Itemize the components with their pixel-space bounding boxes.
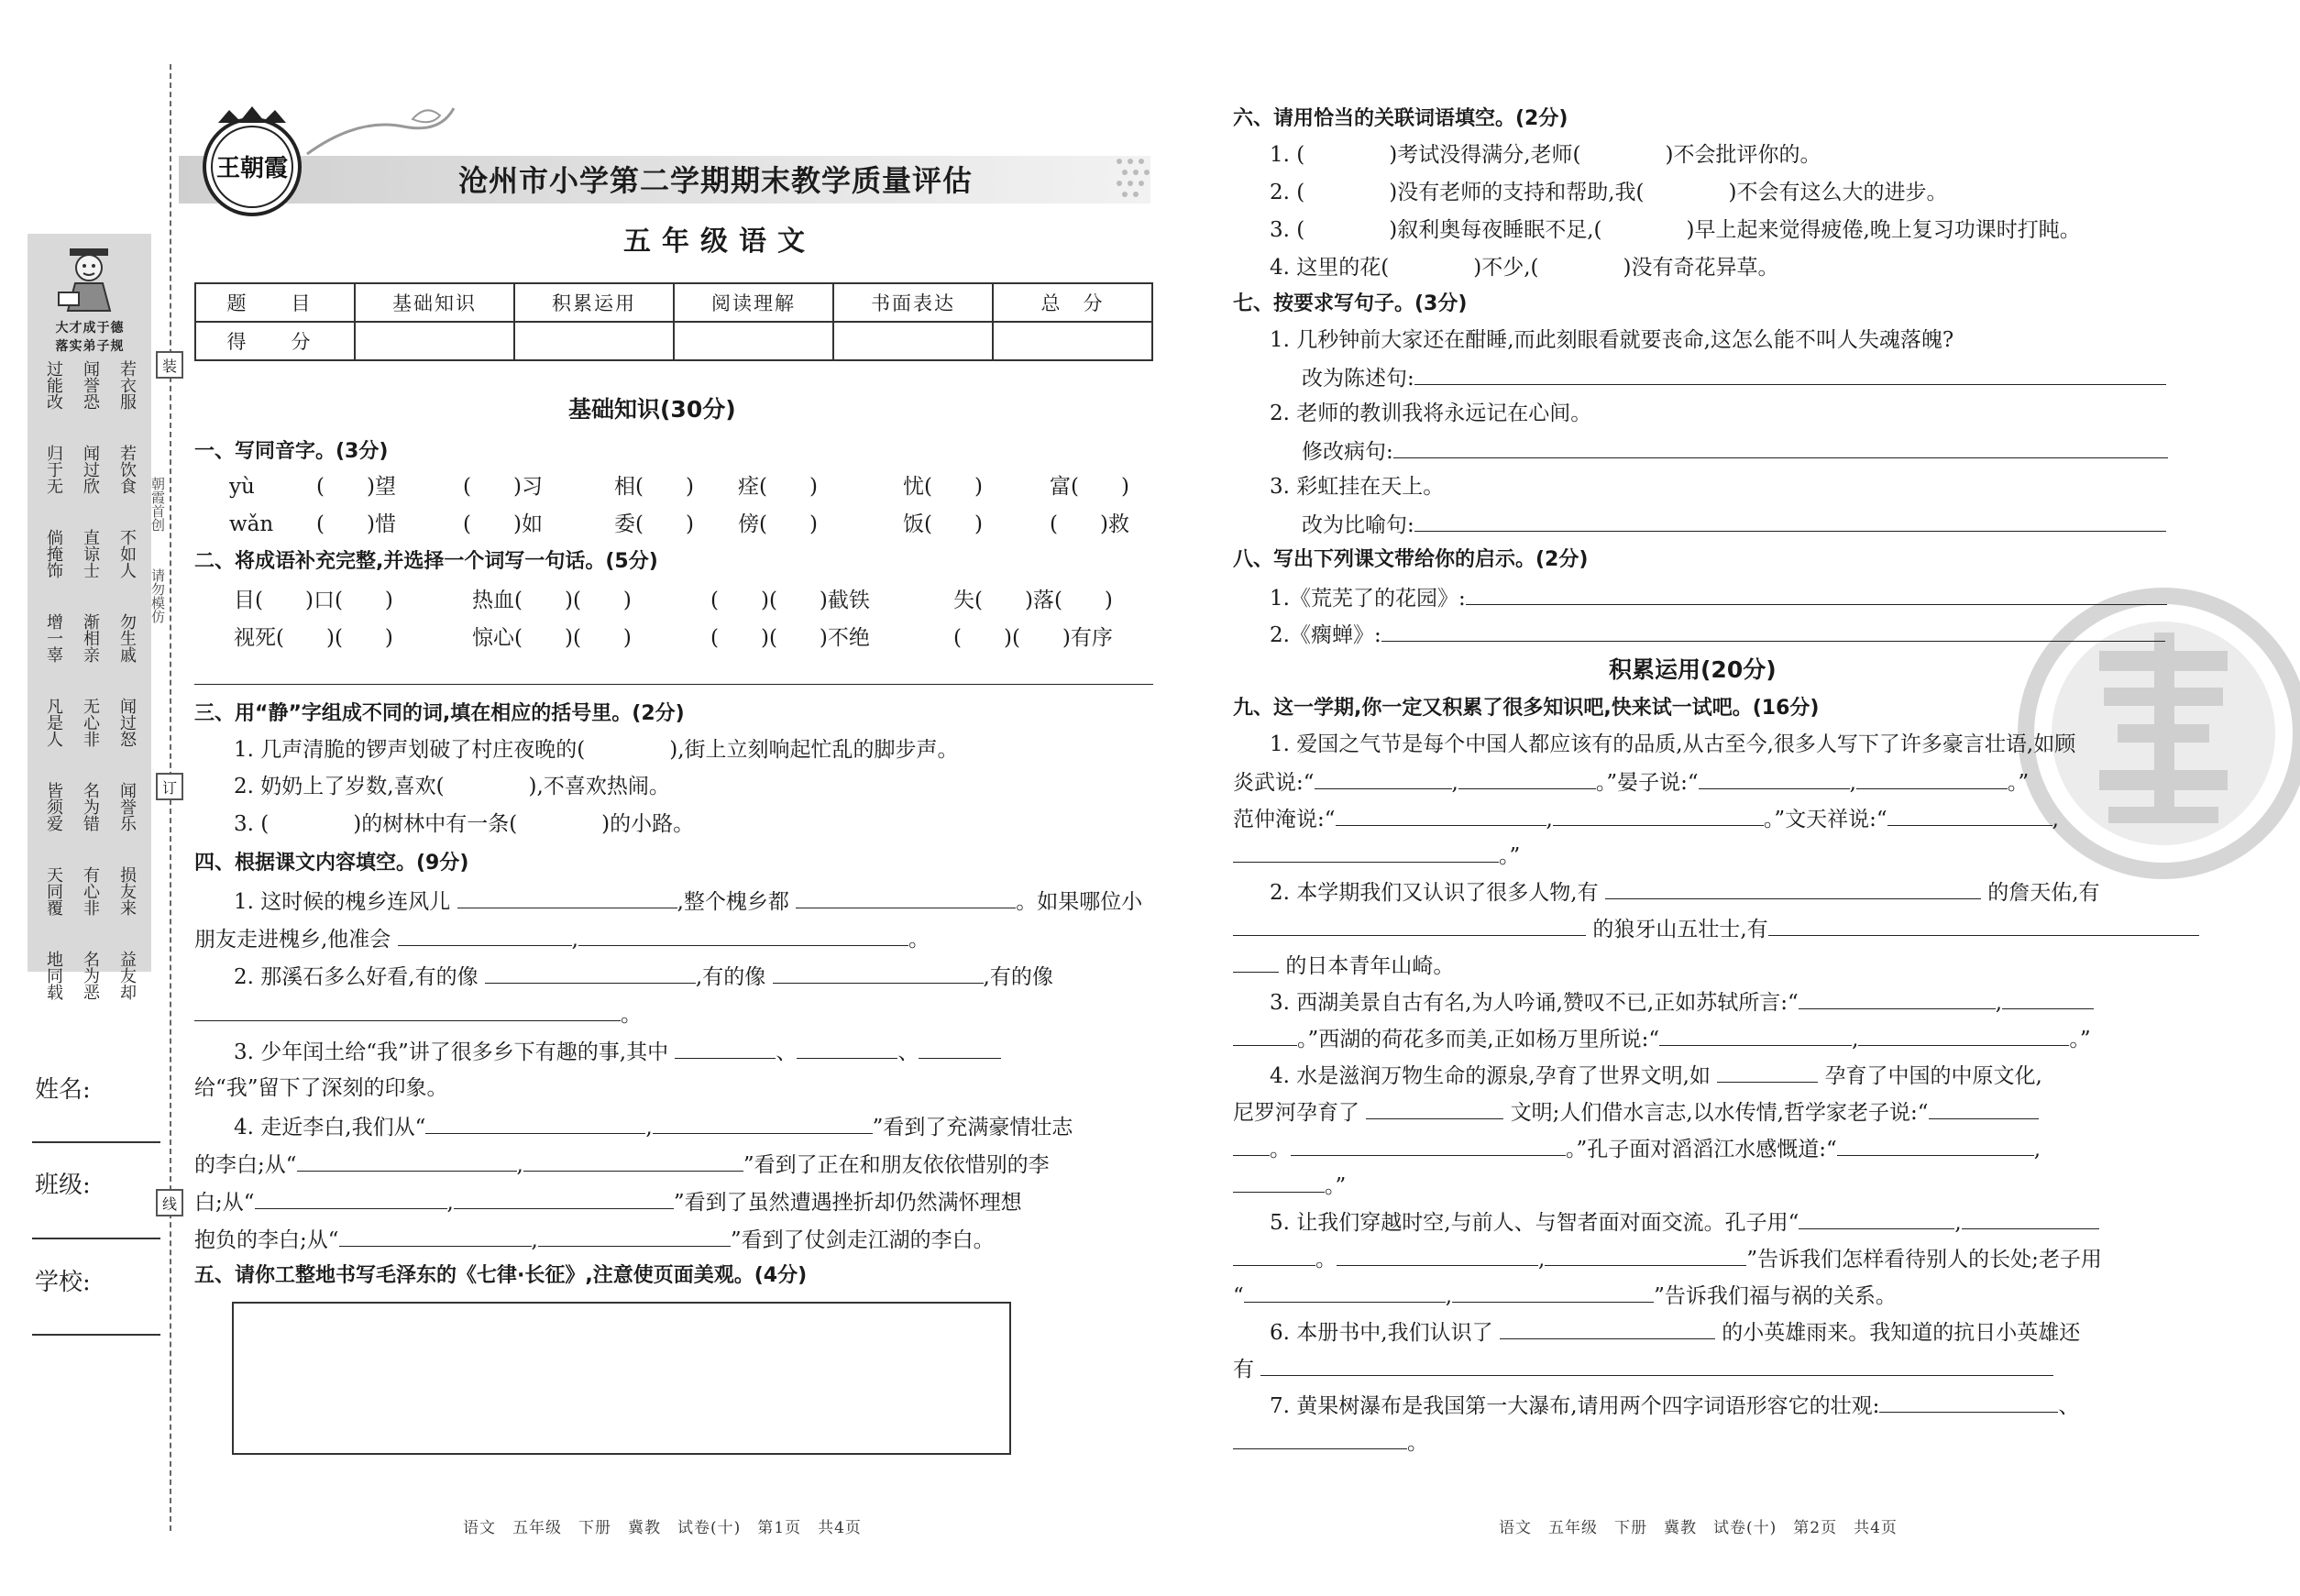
s8-q1-text: 1.《荒芜了的花园》: [1270, 587, 1466, 611]
s7-question-1-prompt [1302, 363, 2166, 392]
blank[interactable] [1837, 1134, 2034, 1156]
fill-item[interactable]: 目( )口( ) [234, 589, 393, 612]
motto-phrase: 闻过怒 [117, 698, 137, 747]
s9-q4-line-3: 。 。”孔子面对滔滔江水感慨道:“ , [1233, 1134, 2041, 1163]
blank[interactable] [297, 1150, 517, 1172]
blank[interactable] [485, 962, 696, 984]
s7-question-3: 3. 彩虹挂在天上。 [1270, 475, 1445, 499]
s9-q5-text-b: ”告诉我们怎样看待别人的长处;老子用 [1746, 1248, 2102, 1271]
s9-q1-text-b: 炎武说:“ [1233, 771, 1315, 795]
s4-q4-text-a: 4. 走近李白,我们从“ [234, 1116, 426, 1139]
motto-phrase: 地同载 [44, 951, 63, 1000]
blank[interactable] [1545, 1244, 1746, 1266]
page-footer-1: 语文 五年级 下册 冀教 试卷(十) 第1页 共4页 [463, 1519, 862, 1537]
score-table-score-row [195, 322, 1152, 360]
motto-phrase: 归于无 [44, 445, 63, 494]
section-5-heading: 五、请你工整地书写毛泽东的《七律·长征》,注意使页面美观。(4分) [194, 1264, 808, 1287]
answer-line[interactable] [1393, 436, 2168, 458]
page-footer-2: 语文 五年级 下册 冀教 试卷(十) 第2页 共4页 [1499, 1519, 1898, 1537]
score-header-cell: 积累运用 [514, 283, 674, 322]
motto-phrase: 益友却 [117, 951, 137, 1000]
s9-q6-line-1 [1270, 1317, 2080, 1347]
blank[interactable] [1962, 1207, 2099, 1229]
fill-item[interactable]: 富( ) [1050, 475, 1129, 499]
answer-line[interactable] [1414, 363, 2166, 385]
s4-q3-text-a: 3. 少年闰土给“我”讲了很多乡下有趣的事,其中 [234, 1040, 669, 1064]
s7-question-2: 2. 老师的教训我将永远记在心间。 [1270, 402, 1592, 425]
s4-q4-text-h: ”看到了仗剑走江湖的李白。 [730, 1228, 995, 1252]
fill-item[interactable]: ( )救 [1050, 512, 1129, 536]
s9-q5-text-c: ”告诉我们福与祸的关系。 [1654, 1284, 1897, 1308]
part-heading-accumulation: 积累运用(20分) [1609, 656, 1777, 683]
fill-item[interactable]: 失( )落( ) [953, 589, 1113, 612]
s4-q4-text-e: 白;从“ [194, 1191, 255, 1215]
logo-text: 王朝霞 [215, 155, 289, 182]
s9-q1-line-1: 1. 爱国之气节是每个中国人都应该有的品质,从古至今,很多人写下了许多豪言壮语,如顾 [1270, 732, 2076, 756]
s9-q6-text-a: 6. 本册书中,我们认识了 [1270, 1321, 1493, 1345]
blank[interactable] [1244, 1281, 1446, 1303]
motto-phrase: 倘掩饰 [44, 529, 63, 578]
section-4-heading: 四、根据课文内容填空。(9分) [194, 852, 469, 875]
s8-q2-text: 2.《瘸蝉》: [1270, 623, 1381, 647]
blank[interactable] [1553, 804, 1764, 826]
ribbon-decoration [303, 99, 458, 163]
blank[interactable] [1452, 1281, 1654, 1303]
s4-question-1-line-2: 朋友走进槐乡,他准会 , 。 [194, 924, 930, 953]
pinyin-label: wǎn [229, 512, 274, 536]
binding-mark-zhuang: 装 [156, 351, 183, 379]
blank[interactable] [457, 886, 677, 908]
s4-q2-text-a: 2. 那溪石多么好看,有的像 [234, 965, 479, 989]
blank[interactable] [1233, 951, 1279, 973]
section-6-heading: 六、请用恰当的关联词语填空。(2分) [1233, 107, 1568, 130]
s9-q5-text-a: 5. 让我们穿越时空,与前人、与智者面对面交流。孔子用“ [1270, 1211, 1799, 1235]
section-9-heading: 九、这一学期,你一定又积累了很多知识吧,快来试一试吧。(16分) [1233, 697, 1820, 720]
binding-mark-ding: 订 [156, 773, 183, 800]
banner-dot-pattern [1114, 154, 1160, 205]
scholar-mascot-icon [55, 245, 124, 314]
motto-column-3 [112, 360, 141, 1035]
part-heading-basics: 基础知识(30分) [568, 396, 736, 423]
blank[interactable] [675, 1037, 776, 1059]
fill-item[interactable]: ( )( )不绝 [710, 626, 870, 650]
blank[interactable] [1233, 1427, 1407, 1449]
blank[interactable] [1233, 841, 1499, 863]
blank[interactable] [1233, 1134, 1270, 1156]
s7-q3-prompt-text: 改为比喻句: [1302, 513, 1414, 537]
blank[interactable] [1337, 1244, 1538, 1266]
blank[interactable] [538, 1225, 731, 1247]
s9-q2-line-3 [1233, 951, 1454, 980]
s7-question-1: 1. 几秒钟前大家还在酣睡,而此刻眼看就要丧命,这怎么能不叫人失魂落魄? [1270, 328, 1954, 352]
blank[interactable] [1799, 987, 1996, 1009]
motto-phrase: 损友来 [117, 866, 137, 916]
class-field[interactable] [32, 1238, 160, 1239]
name-field[interactable] [32, 1141, 160, 1143]
motto-phrase: 凡是人 [44, 698, 63, 747]
motto-phrase: 若饮食 [117, 445, 137, 494]
motto-phrase: 皆须爱 [44, 782, 63, 831]
blank[interactable] [1887, 804, 2052, 826]
s9-q1-line-4: 。” [1233, 841, 1520, 870]
motto-phrase: 直谅士 [81, 529, 100, 578]
s9-q3-line-2: 。”西湖的荷花多而美,正如杨万里所说:“ , 。” [1233, 1024, 2091, 1053]
motto-column-2 [75, 360, 105, 1035]
blank[interactable] [1799, 1207, 1954, 1229]
blank[interactable] [1233, 1171, 1325, 1193]
blank[interactable] [773, 962, 984, 984]
score-header-cell: 书面表达 [833, 283, 993, 322]
section-1-heading: 一、写同音字。(3分) [194, 440, 389, 463]
s4-q1-text-c: 。如果哪位小 [1016, 890, 1143, 914]
s3-question-2: 2. 奶奶上了岁数,喜欢( ),不喜欢热闹。 [234, 775, 670, 798]
fill-item[interactable]: 视死( )( ) [234, 626, 393, 650]
fill-item[interactable]: 相( ) [614, 475, 694, 499]
pinyin-label: yù [229, 475, 255, 499]
blank[interactable] [1605, 877, 1981, 899]
motto-phrase: 闻誉恐 [81, 360, 100, 410]
s8-question-2 [1270, 620, 2165, 649]
blank[interactable] [1336, 804, 1546, 826]
fill-item[interactable]: 忧( ) [903, 475, 983, 499]
s4-question-3-line-1: 3. 少年闰土给“我”讲了很多乡下有趣的事,其中 、 、 [234, 1037, 1001, 1066]
s9-q4-text-c: 尼罗河孕育了 [1233, 1101, 1359, 1125]
s7-q2-prompt-text: 修改病句: [1302, 440, 1393, 464]
blank[interactable] [1458, 767, 1596, 789]
s9-q2-text-b: 的詹天佑,有 [1987, 881, 2100, 905]
s4-q4-text-g: 抱负的李白;从“ [194, 1228, 339, 1252]
score-header-cell: 题 目 [195, 283, 355, 322]
score-cell[interactable] [674, 322, 833, 360]
score-header-cell: 阅读理解 [674, 283, 833, 322]
fill-item[interactable]: 热血( )( ) [472, 589, 632, 612]
fill-item[interactable]: 惊心( )( ) [472, 626, 632, 650]
blank[interactable] [255, 1187, 447, 1209]
blank[interactable] [1315, 767, 1452, 789]
blank[interactable] [1659, 1024, 1852, 1046]
s4-question-2-line-1 [234, 962, 1053, 991]
s9-q2-text-c: 的狼牙山五壮士,有 [1592, 918, 1768, 941]
s3-question-3: 3. ( )的树林中有一条( )的小路。 [234, 812, 695, 836]
blank[interactable] [653, 1112, 873, 1134]
s9-q3-text-b: 。”西湖的荷花多而美,正如杨万里所说:“ [1297, 1028, 1660, 1051]
motto-line-2: 落实弟子规 [55, 339, 125, 354]
fill-item[interactable]: ( )望 [316, 475, 396, 499]
section-3-heading: 三、用“静”字组成不同的词,填在相应的括号里。(2分) [194, 702, 685, 725]
fill-item[interactable]: ( )习 [463, 475, 543, 499]
s4-q1-text-a: 1. 这时候的槐乡连风儿 [234, 890, 451, 914]
fill-item[interactable]: ( )惜 [316, 512, 396, 536]
s9-q1-text-d: 范仲淹说:“ [1233, 808, 1336, 831]
section-7-heading: 七、按要求写句子。(3分) [1233, 292, 1468, 315]
motto-phrase: 闻过欣 [81, 445, 100, 494]
s6-question-4: 4. 这里的花( )不少,( )没有奇花异草。 [1270, 256, 1779, 280]
blank[interactable] [1879, 1391, 2058, 1413]
blank[interactable] [339, 1225, 532, 1247]
brand-logo [193, 103, 312, 222]
s4-q4-text-d: ”看到了正在和朋友依依惜别的李 [743, 1153, 1050, 1177]
blank[interactable] [425, 1112, 645, 1134]
s4-q4-text-c: 的李白;从“ [194, 1153, 297, 1177]
class-label: 班级: [35, 1172, 91, 1199]
s6-question-2: 2. ( )没有老师的支持和帮助,我( )不会有这么大的进步。 [1270, 181, 1948, 204]
s9-q2-text-a: 2. 本学期我们又认识了很多人物,有 [1270, 881, 1599, 905]
motto-phrase: 天同覆 [44, 866, 63, 916]
s9-q1-line-3: 范仲淹说:“ , 。”文天祥说:“ , [1233, 804, 2059, 833]
section-8-heading: 八、写出下列课文带给你的启示。(2分) [1233, 548, 1589, 571]
s4-q2-text-b: ,有的像 [695, 965, 766, 989]
s9-q4-line-1 [1270, 1061, 2042, 1090]
s7-q1-prompt-text: 改为陈述句: [1302, 367, 1414, 391]
exam-title: 沧州市小学第二学期期末教学质量评估 [458, 163, 974, 198]
sentence-answer-line[interactable] [194, 684, 1153, 685]
school-field[interactable] [32, 1334, 160, 1336]
score-row-label: 得 分 [195, 322, 355, 360]
s4-q1-text-d: 朋友走进槐乡,他准会 [194, 928, 391, 952]
motto-column-1 [39, 360, 68, 1035]
s9-q6-text-b: 的小英雄雨来。我知道的抗日小英雄还 [1722, 1321, 2081, 1345]
s4-question-4-line-4: 抱负的李白;从“ , ”看到了仗剑走江湖的李白。 [194, 1225, 995, 1254]
blank[interactable] [1717, 1061, 1818, 1083]
s9-q5-line-2: 。 , ”告诉我们怎样看待别人的长处;老子用 [1233, 1244, 2102, 1273]
motto-line-1: 大才成于德 [55, 321, 125, 336]
score-cell[interactable] [833, 322, 993, 360]
blank[interactable] [1929, 1097, 2039, 1119]
s8-question-1 [1270, 583, 2167, 612]
fill-item[interactable]: 饭( ) [903, 512, 983, 536]
s9-q4-line-4: 。” [1233, 1171, 1346, 1200]
blank[interactable] [1366, 1097, 1503, 1119]
subject-title: 五年级语文 [623, 226, 816, 258]
s9-q7-text-a: 7. 黄果树瀑布是我国第一大瀑布,请用两个四字词语形容它的壮观: [1270, 1394, 1880, 1418]
blank[interactable] [1233, 1244, 1315, 1266]
copyright-note-2: 请勿模仿 [149, 568, 166, 623]
motto-phrase: 过能改 [44, 360, 63, 410]
s9-q3-text-a: 3. 西湖美景自古有名,为人吟诵,赞叹不已,正如苏轼所言:“ [1270, 991, 1799, 1015]
s6-question-1: 1. ( )考试没得满分,老师( )不会批评你的。 [1270, 143, 1821, 167]
s9-q4-text-e: 。”孔子面对滔滔江水感慨道:“ [1566, 1138, 1837, 1161]
blank[interactable] [1699, 767, 1850, 789]
motto-phrase: 无心非 [81, 698, 100, 747]
motto-phrase: 渐相亲 [81, 613, 100, 663]
fill-item[interactable]: 傍( ) [738, 512, 818, 536]
binding-mark-xian: 线 [156, 1189, 183, 1216]
blank[interactable] [578, 924, 908, 946]
s4-question-2-line-2: 。 [194, 999, 642, 1029]
poem-writing-box[interactable] [232, 1302, 1011, 1455]
motto-phrase: 增一辜 [44, 613, 63, 663]
s6-question-3: 3. ( )叙利奥每夜睡眠不足,( )早上起来觉得疲倦,晚上复习功课时打盹。 [1270, 218, 2081, 242]
blank[interactable] [797, 1037, 897, 1059]
fill-item[interactable]: 痊( ) [738, 475, 818, 499]
score-cell[interactable] [514, 322, 674, 360]
motto-phrase: 勿生戚 [117, 613, 137, 663]
blank[interactable] [1260, 1354, 2053, 1376]
blank[interactable] [1768, 914, 2199, 936]
score-cell[interactable] [993, 322, 1152, 360]
blank[interactable] [1858, 1024, 2069, 1046]
score-header-cell: 总 分 [993, 283, 1152, 322]
score-cell[interactable] [355, 322, 514, 360]
s9-q1-line-2: 炎武说:“ , 。”晏子说:“ , 。” [1233, 767, 2029, 797]
fill-item[interactable]: ( )如 [463, 512, 543, 536]
s9-q2-text-d: 的日本青年山崎。 [1285, 954, 1455, 978]
s4-q4-text-f: ”看到了虽然遭遇挫折却仍然满怀理想 [673, 1191, 1022, 1215]
motto-phrase: 不如人 [117, 529, 137, 578]
s4-question-4-line-2: 的李白;从“ , ”看到了正在和朋友依依惜别的李 [194, 1150, 1050, 1179]
motto-phrase: 名为错 [81, 782, 100, 831]
motto-phrase: 闻誉乐 [117, 782, 137, 831]
s4-q4-text-b: ”看到了充满豪情壮志 [872, 1116, 1073, 1139]
blank[interactable] [1233, 1024, 1297, 1046]
blank[interactable] [1500, 1317, 1715, 1339]
fill-item[interactable]: 委( ) [614, 512, 694, 536]
s9-q1-text-c: 。”晏子说:“ [1595, 771, 1699, 795]
s9-q4-text-a: 4. 水是滋润万物生命的源泉,孕育了世界文明,如 [1270, 1064, 1711, 1088]
score-table [194, 282, 1153, 361]
motto-phrase: 名为恶 [81, 951, 100, 1000]
blank[interactable] [1856, 767, 2008, 789]
s9-q6-line-2 [1233, 1354, 2053, 1383]
motto-phrase: 有心非 [81, 866, 100, 916]
copyright-note-1: 朝霞首创 [149, 477, 166, 532]
s9-q4-text-b: 孕育了中国的中原文化, [1824, 1064, 2042, 1088]
s9-q4-line-2 [1233, 1097, 2039, 1127]
fill-item[interactable]: ( )( )有序 [953, 626, 1113, 650]
answer-line[interactable] [1414, 510, 2166, 532]
blank[interactable] [523, 1150, 743, 1172]
s9-q2-line-1 [1270, 877, 2100, 907]
s9-q6-text-c: 有 [1233, 1358, 1254, 1381]
s3-question-1: 1. 几声清脆的锣声划破了村庄夜晚的( ),街上立刻响起忙乱的脚步声。 [234, 738, 959, 762]
school-label: 学校: [35, 1269, 91, 1296]
answer-line[interactable] [1466, 583, 2167, 605]
answer-line[interactable] [1381, 620, 2165, 642]
s9-q5-line-1: 5. 让我们穿越时空,与前人、与智者面对面交流。孔子用“ , [1270, 1207, 2099, 1237]
blank[interactable] [2002, 987, 2094, 1009]
blank[interactable] [454, 1187, 674, 1209]
name-label: 姓名: [35, 1076, 91, 1104]
s7-question-3-prompt [1302, 510, 2166, 539]
s9-q1-text-e: 。”文天祥说:“ [1763, 808, 1887, 831]
s4-question-3-line-2: 给“我”留下了深刻的印象。 [194, 1076, 448, 1100]
s9-q3-line-1: 3. 西湖美景自古有名,为人吟诵,赞叹不已,正如苏轼所言:“ , [1270, 987, 2094, 1017]
blank[interactable] [194, 999, 621, 1021]
s9-q7-line-2: 。 [1233, 1427, 1428, 1457]
score-table-header-row [195, 283, 1152, 322]
blank[interactable] [919, 1037, 1001, 1059]
s9-q4-text-d: 文明;人们借水言志,以水传情,哲学家老子说:“ [1510, 1101, 1929, 1125]
section-2-heading: 二、将成语补充完整,并选择一个词写一句话。(5分) [194, 550, 658, 573]
sidebar-motto-panel [28, 234, 151, 1000]
blank[interactable] [1291, 1134, 1566, 1156]
blank[interactable] [1233, 914, 1586, 936]
s4-question-1-line-1 [234, 886, 1142, 916]
s4-q2-text-c: ,有的像 [983, 965, 1053, 989]
s4-q1-text-b: ,整个槐乡都 [677, 890, 789, 914]
score-header-cell: 基础知识 [355, 283, 514, 322]
s4-question-4-line-1: 4. 走近李白,我们从“ , ”看到了充满豪情壮志 [234, 1112, 1073, 1141]
motto-phrase: 若衣服 [117, 360, 137, 410]
blank[interactable] [398, 924, 572, 946]
s9-q5-line-3: “ , ”告诉我们福与祸的关系。 [1233, 1281, 1897, 1310]
s4-question-4-line-3: 白;从“ , ”看到了虽然遭遇挫折却仍然满怀理想 [194, 1187, 1022, 1216]
s7-question-2-prompt [1302, 436, 2168, 466]
s9-q2-line-2 [1233, 914, 2199, 943]
s9-q7-line-1: 7. 黄果树瀑布是我国第一大瀑布,请用两个四字词语形容它的壮观: 、 [1270, 1391, 2079, 1420]
blank[interactable] [796, 886, 1016, 908]
fill-item[interactable]: ( )( )截铁 [710, 589, 870, 612]
